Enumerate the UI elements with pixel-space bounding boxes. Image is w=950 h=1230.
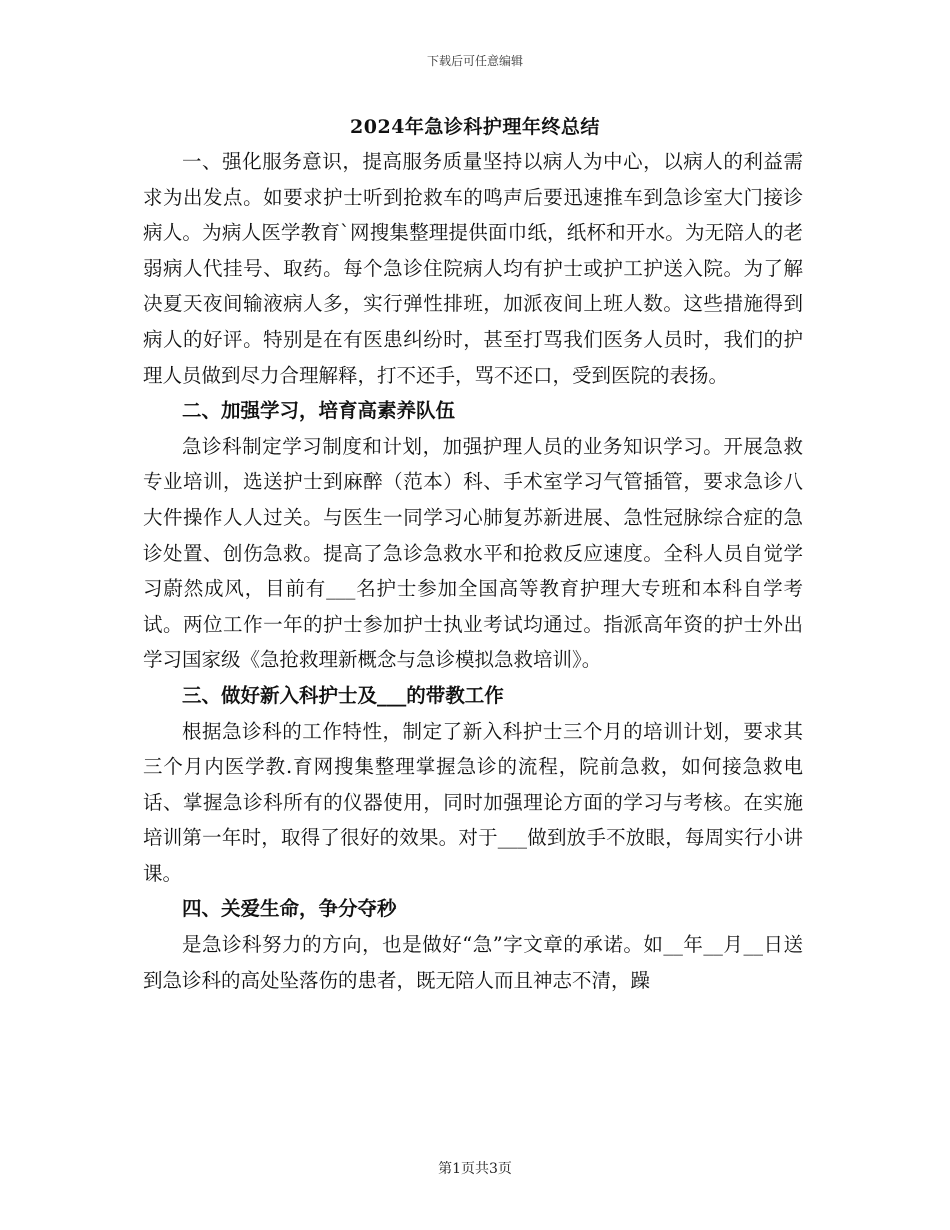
page-footer: 第1页共3页 — [438, 1161, 512, 1177]
document-body — [143, 144, 803, 998]
section-3-paragraph: 根据急诊科的工作特性，制定了新入科护士三个月的培训计划，要求其三个月内医学教.育网搜集整理掌握急诊的流程，院前急救，如何接急救电话、掌握急诊科所有的仪器使用，同时加强理论方面的学习与考核。在实施培训第一年时，取得了很好的效果。对于___做到放手不放眼，每周实行小讲课。 — [143, 719, 803, 885]
section-2-heading: 二、加强学习，培育高素养队伍 — [182, 399, 456, 423]
section-3-heading: 三、做好新入科护士及___的带教工作 — [182, 683, 504, 707]
section-1-paragraph: 一、强化服务意识，提高服务质量坚持以病人为中心，以病人的利益需求为出发点。如要求护士听到抢救车的鸣声后要迅速推车到急诊室大门接诊病人。为病人医学教育`网搜集整理提供面巾纸，纸杯和开水。为无陪人的老弱病人代挂号、取药。每个急诊住院病人均有护士或护工护送入院。为了解决夏天夜间输液病人多，实行弹性排班，加派夜间上班人数。这些措施得到病人的好评。特别是在有医患纠纷时，甚至打骂我们医务人员时，我们的护理人员做到尽力合理解释，打不还手，骂不还口，受到医院的表扬。 — [143, 150, 803, 387]
section-2-paragraph: 急诊科制定学习制度和计划，加强护理人员的业务知识学习。开展急救专业培训，选送护士到麻醉（范本）科、手术室学习气管插管，要求急诊八大件操作人人过关。与医生一同学习心肺复苏新进展、急性冠脉综合症的急诊处置、创伤急救。提高了急诊急救水平和抢救反应速度。全科人员自觉学习蔚然成风，目前有___名护士参加全国高等教育护理大专班和本科自学考试。两位工作一年的护士参加护士执业考试均通过。指派高年资的护士外出学习国家级《急抢救理新概念与急诊模拟急救培训》。 — [143, 434, 803, 672]
header-note: 下载后可任意编辑 — [426, 54, 523, 68]
section-4-paragraph: 是急诊科努力的方向，也是做好“急”字文章的承诺。如__年__月__日送到急诊科的高处坠落伤的患者，既无陪人而且神志不清，躁 — [143, 933, 803, 992]
section-4-heading: 四、关爱生命，争分夺秒 — [182, 897, 397, 921]
document-title: 2024年急诊科护理年终总结 — [350, 116, 600, 138]
